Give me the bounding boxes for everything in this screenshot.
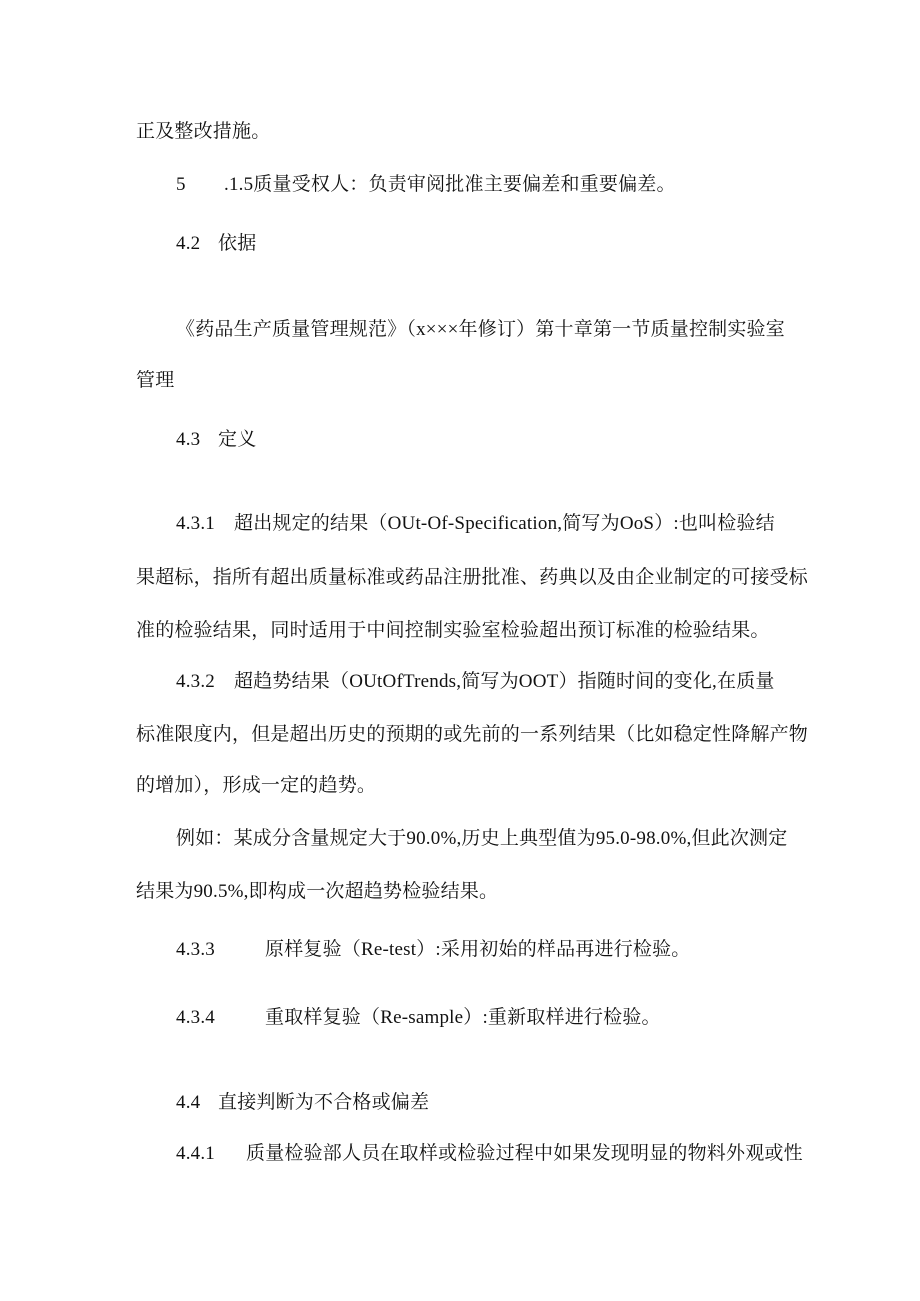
paragraph-line: 例如：某成分含量规定大于90.0%,历史上典型值为95.0-98.0%,但此次测定 [176, 828, 788, 849]
paragraph-line: 果超标，指所有超出质量标准或药品注册批准、药典以及由企业制定的可接受标 [136, 567, 809, 588]
paragraph-line: 超出规定的结果（OUt-Of-Specification,简写为OoS）:也叫检验结 [234, 513, 775, 534]
section-number: 5 [176, 174, 186, 195]
paragraph-line: 原样复验（Re-test）:采用初始的样品再进行检验。 [265, 939, 691, 960]
paragraph-line: 管理 [136, 370, 175, 391]
section-number: 4.2 [176, 233, 201, 254]
section-number: 4.4.1 [176, 1143, 215, 1164]
paragraph-line: 的增加），形成一定的趋势。 [136, 775, 377, 796]
paragraph-line: 标准限度内，但是超出历史的预期的或先前的一系列结果（比如稳定性降解产物 [136, 724, 809, 745]
paragraph-line: 超趋势结果（OUtOfTrends,简写为OOT）指随时间的变化,在质量 [234, 671, 775, 692]
section-number: 4.4 [176, 1092, 201, 1113]
paragraph-line: 《药品生产质量管理规范》（x×××年修订）第十章第一节质量控制实验室 [176, 319, 785, 340]
paragraph-line: 准的检验结果，同时适用于中间控制实验室检验超出预订标准的检验结果。 [136, 620, 770, 641]
paragraph-line: 质量检验部人员在取样或检验过程中如果发现明显的物料外观或性 [246, 1143, 803, 1164]
section-number: 4.3.2 [176, 671, 215, 692]
paragraph-line: 结果为90.5%,即构成一次超趋势检验结果。 [136, 881, 499, 902]
section-heading: 依据 [218, 233, 257, 254]
paragraph-line: 正及整改措施。 [136, 121, 271, 142]
section-number: 4.3 [176, 429, 201, 450]
section-heading: 定义 [218, 429, 257, 450]
section-number: 4.3.4 [176, 1007, 215, 1028]
paragraph-line: 重取样复验（Re-sample）:重新取样进行检验。 [265, 1007, 661, 1028]
section-number: 4.3.1 [176, 513, 215, 534]
section-number: 4.3.3 [176, 939, 215, 960]
paragraph-line: .1.5质量受权人：负责审阅批准主要偏差和重要偏差。 [224, 174, 676, 195]
section-heading: 直接判断为不合格或偏差 [218, 1092, 430, 1113]
